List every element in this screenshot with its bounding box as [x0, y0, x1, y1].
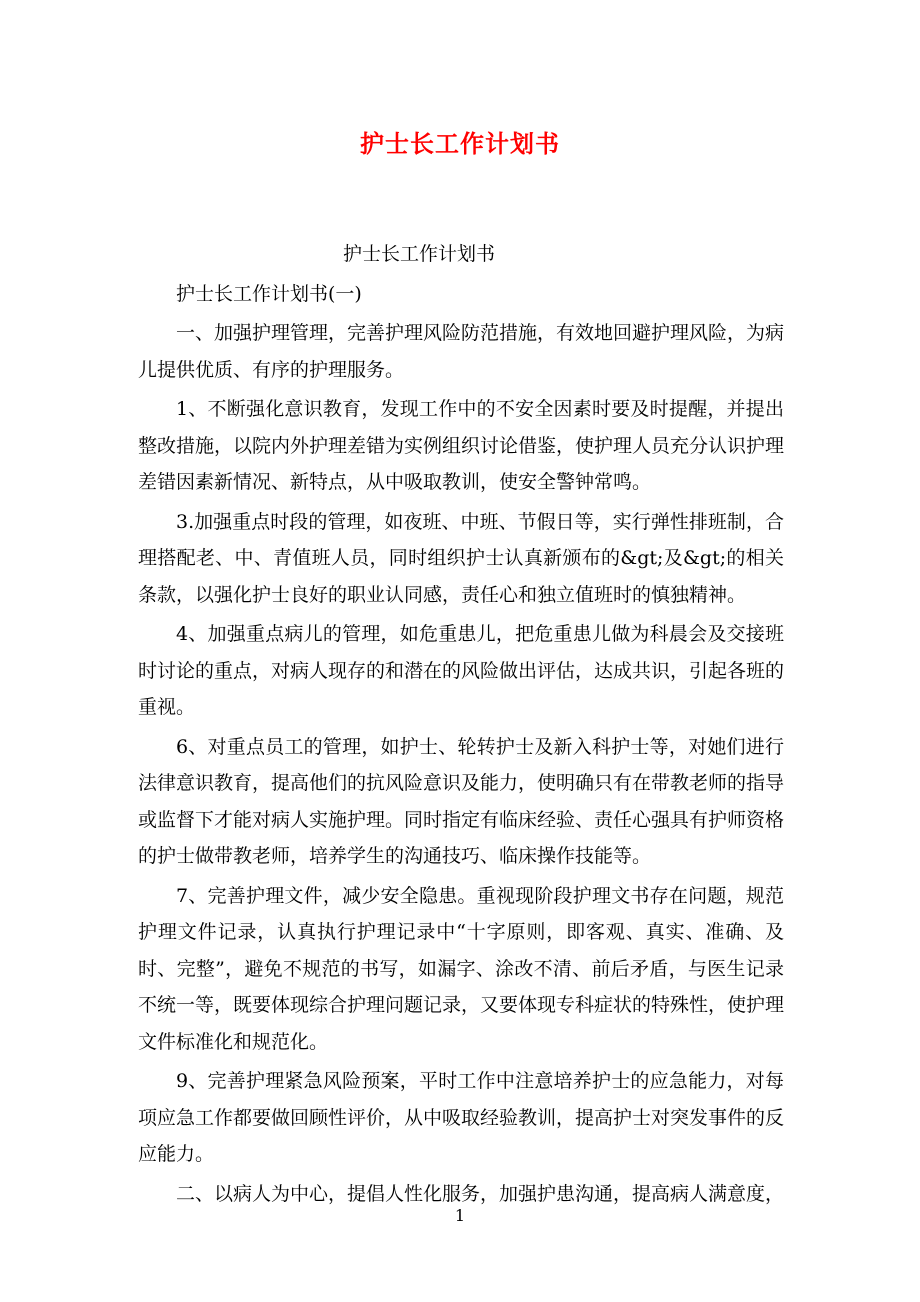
- document-body: [138, 236, 784, 1212]
- section-heading: 护士长工作计划书(一): [176, 282, 362, 305]
- page-number: 1: [454, 1206, 466, 1225]
- document-title: 护士长工作计划书: [360, 129, 560, 158]
- paragraph: 6、对重点员工的管理，如护士、轮转护士及新入科护士等，对她们进行法律意识教育，提高他们的抗风险意识及能力，使明确只有在带教老师的指导或监督下才能对病人实施护理。同时指定有临床经验、责任心强具有护师资格的护士做带教老师，培养学生的沟通技巧、临床操作技能等。: [138, 735, 785, 867]
- paragraph: 9、完善护理紧急风险预案，平时工作中注意培养护士的应急能力，对每项应急工作都要做回顾性评价，从中吸取经验教训，提高护士对突发事件的反应能力。: [138, 1070, 785, 1165]
- document-subtitle: 护士长工作计划书: [342, 243, 495, 265]
- paragraph: 二、以病人为中心，提倡人性化服务，加强护患沟通，提高病人满意度，: [176, 1182, 785, 1205]
- paragraph: 3.加强重点时段的管理，如夜班、中班、节假日等，实行弹性排班制，合理搭配老、中、青值班人员，同时组织护士认真新颁布的&gt;及&gt;的相关条款，以强化护士良好的职业认同感，责任心和独立值班时的慎独精神。: [138, 510, 784, 606]
- paragraph: 4、加强重点病儿的管理，如危重患儿，把危重患儿做为科晨会及交接班时讨论的重点，对病人现存的和潜在的风险做出评估，达成共识，引起各班的重视。: [138, 623, 785, 718]
- paragraph: 一、加强护理管理，完善护理风险防范措施，有效地回避护理风险，为病儿提供优质、有序的护理服务。: [138, 322, 785, 381]
- paragraph: 7、完善护理文件，减少安全隐患。重视现阶段护理文书存在问题，规范护理文件记录，认真执行护理记录中“十字原则，即客观、真实、准确、及时、完整”，避免不规范的书写，如漏字、涂改不清、前后矛盾，与医生记录不统一等，既要体现综合护理问题记录，又要体现专科症状的特殊性，使护理文件标准化和规范化。: [138, 884, 785, 1053]
- paragraph: 1、不断强化意识教育，发现工作中的不安全因素时要及时提醒，并提出整改措施，以院内外护理差错为实例组织讨论借鉴，使护理人员充分认识护理差错因素新情况、新特点，从中吸取教训，使安全警钟常鸣。: [138, 398, 785, 493]
